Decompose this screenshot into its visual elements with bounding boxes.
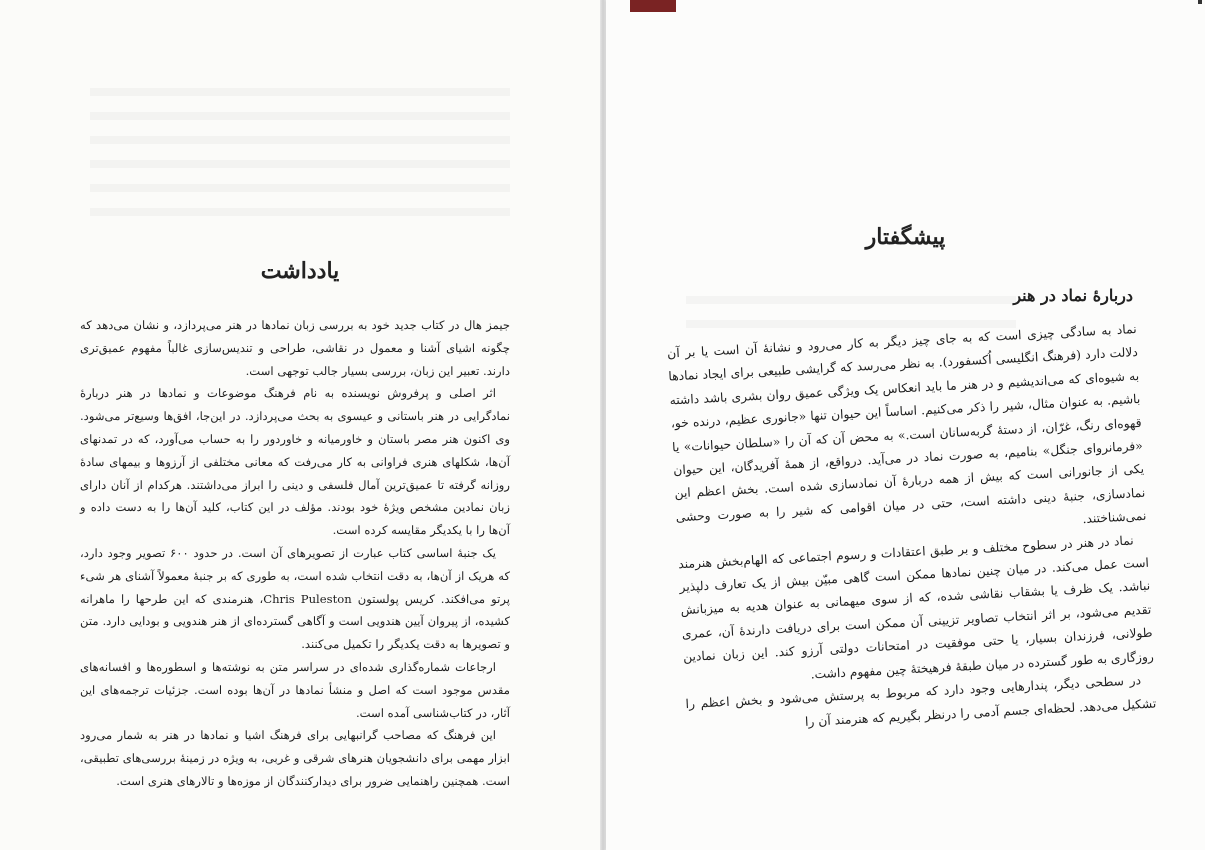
page-title: یادداشت <box>260 258 340 284</box>
left-page <box>0 0 600 850</box>
bleed-through-line <box>686 296 1016 304</box>
bookmark-ribbon <box>630 0 676 12</box>
section-heading: دربارهٔ نماد در هنر <box>1013 286 1133 305</box>
corner-mark <box>1198 0 1202 4</box>
bleed-through-line <box>90 88 510 96</box>
bleed-through-line <box>90 112 510 120</box>
paragraph: نماد در هنر در سطوح مختلف و بر طبق اعتقادات و رسوم اجتماعی که الهام‌بخش هنرمند است عمل می‌کند. در میان چنین نمادها ممکن است گاهی مبیّن بیش از یک تعارف دلپذیر نباشد. یک ظرف یا بشقاب نقاشی شده، که از سوی میهمانی به عنوان هدیه به میزبانش تقدیم می‌شود، بر اثر انتخاب تصاویر تزیینی آن ممکن است برای دریافت دارندهٔ آن، عمری طولانی، فرزندان بسیار، یا حتی موفقیت در امتحانات دولتی آرزو کند. این زبان نمادین روزگاری به طور گسترده در میان طبقهٔ فرهیختهٔ چین مفهوم داشت. <box>677 533 1155 682</box>
paragraph: نماد به سادگی چیزی است که به جای چیز دیگر به کار می‌رود و نشانهٔ آن است یا بر آن دلالت دارد (فرهنگ انگلیسی اُکسفورد). به نظر می‌رسد که گرایشی طبیعی برای ایجاد نمادها به شیوه‌ای که می‌اندیشیم و در هنر ما باید انعکاس یک ویژگی عمیق روان بشری باشد داشته باشیم. به عنوان مثال، شیر را ذکر می‌کنیم. اساساً این حیوان تنها «جانوری عظیم، درنده خو، قهوه‌ای رنگ، غرّان، از دستهٔ گربه‌سانان است.» به محض آن که آن را «سلطان حیوانات» یا «فرمانروای جنگل» بنامیم، به صورت نماد در می‌آید. درواقع، از همهٔ آفریدگان، این حیوان یکی از جانورانی است که بیش از همه دربارهٔ آن نمادسازی شده است. بخش اعظم این نمادسازی، جنبهٔ دینی داشته است، حتی در میان اقوامی که شیر را به صورت وحشی نمی‌شناختند. <box>666 321 1147 527</box>
right-page <box>606 0 1205 850</box>
paragraph: این فرهنگ که مصاحب گرانبهایی برای فرهنگ اشیا و نمادها در هنر به شمار می‌رود ابزار مهمی برای دانشجویان هنرهای شرقی و غربی، به ویژه در زمینهٔ بررسی‌های تطبیقی، است. همچنین راهنمایی ضرور برای دیدارکنندگان از موزه‌ها و تالارهای هنری است. <box>80 728 510 788</box>
body-text <box>667 318 1157 740</box>
paragraph: یک جنبهٔ اساسی کتاب عبارت از تصویرهای آن است. در حدود ۶۰۰ تصویر وجود دارد، که هریک از آن‌ها، به دقت انتخاب شده است، به طوری که بر جنبهٔ معمولاً آشنای هر شیء پرتو می‌افکند. کریس پولستون Chris Puleston، هنرمندی که این طرحها را ماهرانه کشیده، از پیروان آیین هندویی است و آگاهی گسترده‌ای از هنر هندویی و بودایی دارد. متن و تصویرها به دقت یکدیگر را تکمیل می‌کنند. <box>80 545 510 652</box>
page-title: پیشگفتار <box>865 224 946 250</box>
paragraph: اثر اصلی و پرفروش نویسنده به نام فرهنگ موضوعات و نمادها در هنر دربارهٔ نمادگرایی در هنر باستانی و عیسوی به بحث می‌پردازد. در این‌جا، افق‌ها وسیع‌تر می‌شود. وی اکنون هنر مصر باستان و خاورمیانه و خاوردور را به حساب می‌آورد، که در تمدنهای آن‌ها، شکلهای هنری فراوانی به کار می‌رفت که معانی مختلفی از آرزوها و بیمهای سادهٔ روزانه گرفته تا عمیق‌ترین آمال فلسفی و دینی را ابراز می‌داشتند. هرکدام از آنان دارای زبان نمادین مشخص ویژهٔ خود بودند. مؤلف در این کتاب، کلید آن‌ها را به دست داده و آن‌ها را با یکدیگر مقایسه کرده است. <box>80 386 510 538</box>
bleed-through-line <box>90 208 510 216</box>
paragraph: جیمز هال در کتاب جدید خود به بررسی زبان نمادها در هنر می‌پردازد، و نشان می‌دهد که چگونه اشیای آشنا و معمول در نقاشی، طراحی و تندیس‌سازی غالباً مفهوم عمیق‌تری دارند. تعبیر این زبان، بررسی بسیار جالب توجهی است. <box>80 318 510 378</box>
paragraph: در سطحی دیگر، پندارهایی وجود دارد که مربوط به پرستش می‌شود و بخش اعظم را تشکیل می‌دهد. لحظه‌ای جسم آدمی را درنظر بگیریم که هنرمند آن را <box>685 673 1157 729</box>
body-text <box>80 314 510 793</box>
bleed-through-line <box>90 184 510 192</box>
bleed-through-line <box>90 136 510 144</box>
paragraph: ارجاعات شماره‌گذاری شده‌ای در سراسر متن به نوشته‌ها و اسطوره‌ها و افسانه‌های مقدس موجود است که اصل و منشأ نمادها در آن‌ها بوده است. جزئیات ترجمه‌های این آثار، در کتاب‌شناسی آمده است. <box>80 659 510 720</box>
bleed-through-line <box>90 160 510 168</box>
